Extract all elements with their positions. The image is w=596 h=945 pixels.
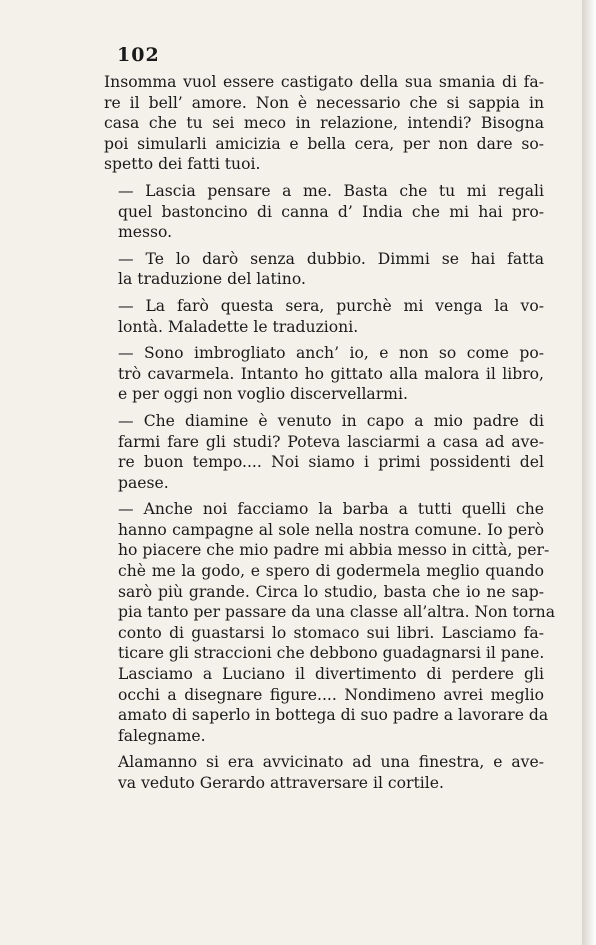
text-line: lontà. Maladette le traduzioni.	[118, 317, 359, 336]
text-line: — Lascia pensare a me. Basta che tu mi regali	[118, 181, 544, 200]
text-line: — Anche noi facciamo la barba a tutti quelli che	[118, 500, 544, 519]
text-line: Insomma vuol essere castigato della sua smania di fa-	[104, 73, 544, 91]
text-line: quel bastoncino di canna d’ India che mi hai pro-	[118, 202, 544, 221]
page-text	[104, 72, 555, 800]
page-number: 102	[117, 44, 160, 66]
text-line: Alamanno si era avvicinato ad una finestra, e ave-	[118, 753, 544, 772]
page-edge	[582, 0, 596, 945]
paragraph	[104, 249, 544, 290]
text-line: la traduzione del latino.	[118, 270, 306, 289]
text-line: Lasciamo a Luciano il divertimento di perdere gli	[118, 665, 544, 684]
text-line: chè me la godo, e spero di godermela meglio quando	[118, 562, 544, 581]
text-line: — Sono imbrogliato anch’ io, e non so come po-	[118, 344, 544, 363]
text-line: occhi a disegnare figure.... Nondimeno avrei meglio	[118, 685, 544, 704]
text-line: trò cavarmela. Intanto ho gittato alla malora il libro,	[118, 364, 544, 383]
paragraph	[104, 72, 544, 175]
text-line: ho piacere che mio padre mi abbia messo in città, per-	[118, 541, 550, 560]
text-line: farmi fare gli studi? Poteva lasciarmi a casa ad ave-	[118, 432, 544, 451]
text-line: — Che diamine è venuto in capo a mio padre di	[118, 411, 544, 430]
paragraph	[104, 343, 544, 405]
text-line: poi simularli amicizia e bella cera, per non dare so-	[104, 134, 544, 153]
text-line: pia tanto per passare da una classe all’altra. Non torna	[118, 603, 555, 622]
text-line: paese.	[118, 473, 169, 492]
text-line: re il bell’ amore. Non è necessario che si sappia in	[104, 93, 544, 112]
text-line: spetto dei fatti tuoi.	[104, 155, 261, 174]
text-line: re buon tempo.... Noi siamo i primi possidenti del	[118, 453, 544, 472]
text-line: — La farò questa sera, purchè mi venga la vo-	[118, 296, 544, 315]
paragraph	[104, 752, 544, 793]
text-line: conto di guastarsi lo stomaco sui libri. Lasciamo fa-	[118, 623, 544, 642]
text-line: va veduto Gerardo attraversare il cortile.	[118, 774, 444, 792]
text-line: ticare gli straccioni che debbono guadagnarsi il pane.	[118, 644, 545, 663]
text-line: sarò più grande. Circa lo studio, basta che io ne sap-	[118, 582, 544, 601]
text-line: — Te lo darò senza dubbio. Dimmi se hai fatta	[118, 249, 544, 268]
paragraph	[104, 411, 544, 493]
text-line: messo.	[118, 223, 173, 242]
text-line: casa che tu sei meco in relazione, intendi? Bisogna	[104, 114, 544, 133]
paragraph	[104, 296, 544, 337]
paragraph	[104, 499, 555, 746]
text-line: amato di saperlo in bottega di suo padre a lavorare da	[118, 706, 549, 725]
paragraph	[104, 181, 544, 243]
text-line: e per oggi non voglio discervellarmi.	[118, 385, 408, 404]
text-line: hanno campagne al sole nella nostra comune. Io però	[118, 520, 544, 539]
text-line: falegname.	[118, 726, 206, 745]
